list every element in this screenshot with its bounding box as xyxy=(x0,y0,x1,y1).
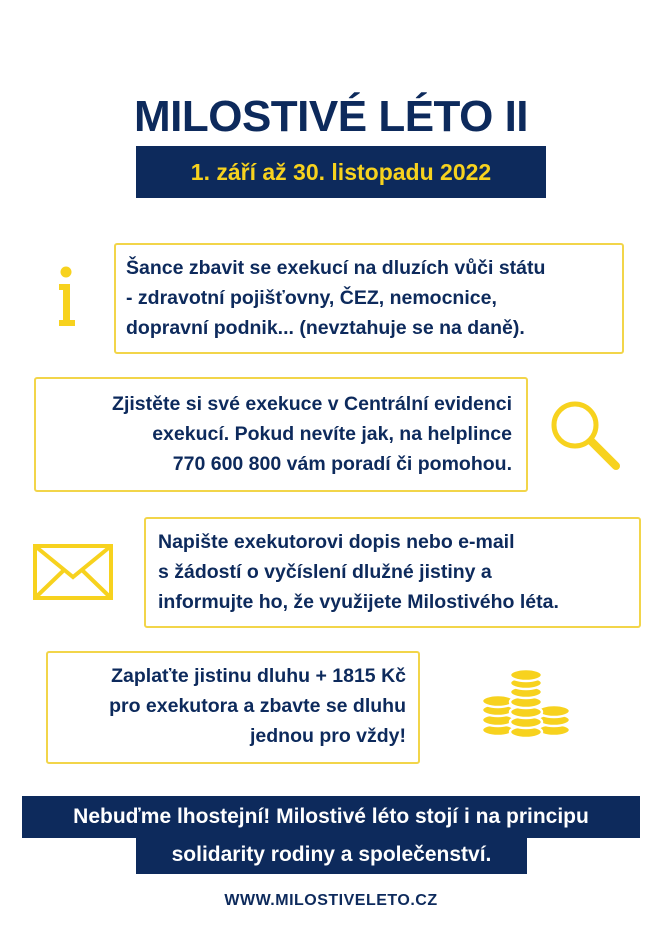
check-step-box xyxy=(34,377,528,492)
step-text-line: informujte ho, že využijete Milostivého léta. xyxy=(158,591,559,613)
step-text-line: pro exekutora a zbavte se dluhu xyxy=(109,695,406,717)
step-text-line: Zaplaťte jistinu dluhu + 1815 Kč xyxy=(111,665,406,687)
page-title: MILOSTIVÉ LÉTO II xyxy=(133,92,529,141)
website-link[interactable]: WWW.MILOSTIVELETO.CZ xyxy=(224,892,438,909)
step-text-line: 770 600 800 vám poradí či pomohou. xyxy=(172,453,512,475)
step-text-line: s žádostí o vyčíslení dlužné jistiny a xyxy=(158,561,492,583)
info-step-box xyxy=(114,243,624,354)
payment-step-box xyxy=(46,651,420,764)
magnifier-icon xyxy=(548,398,626,474)
step-text-line: Zjistěte si své exekuce v Centrální evidenci xyxy=(112,393,512,415)
step-text-line: Napište exekutorovi dopis nebo e-mail xyxy=(158,531,515,553)
step-text-line: jednou pro vždy! xyxy=(250,725,406,747)
step-text-line: - zdravotní pojišťovny, ČEZ, nemocnice, xyxy=(126,287,497,309)
step-text-line: dopravní podnik... (nevztahuje se na daně). xyxy=(126,317,525,339)
envelope-icon xyxy=(32,543,114,601)
date-range-banner: 1. září až 30. listopadu 2022 xyxy=(136,146,546,198)
coins-icon xyxy=(480,668,576,744)
solidarity-banner-line1: Nebuďme lhostejní! Milostivé léto stojí i na principu xyxy=(22,796,640,838)
info-icon xyxy=(52,264,82,330)
step-text-line: Šance zbavit se exekucí na dluzích vůči státu xyxy=(126,257,546,279)
solidarity-banner-line2: solidarity rodiny a společenství. xyxy=(136,836,527,874)
letter-step-box xyxy=(144,517,641,628)
step-text-line: exekucí. Pokud nevíte jak, na helplince xyxy=(152,423,512,445)
